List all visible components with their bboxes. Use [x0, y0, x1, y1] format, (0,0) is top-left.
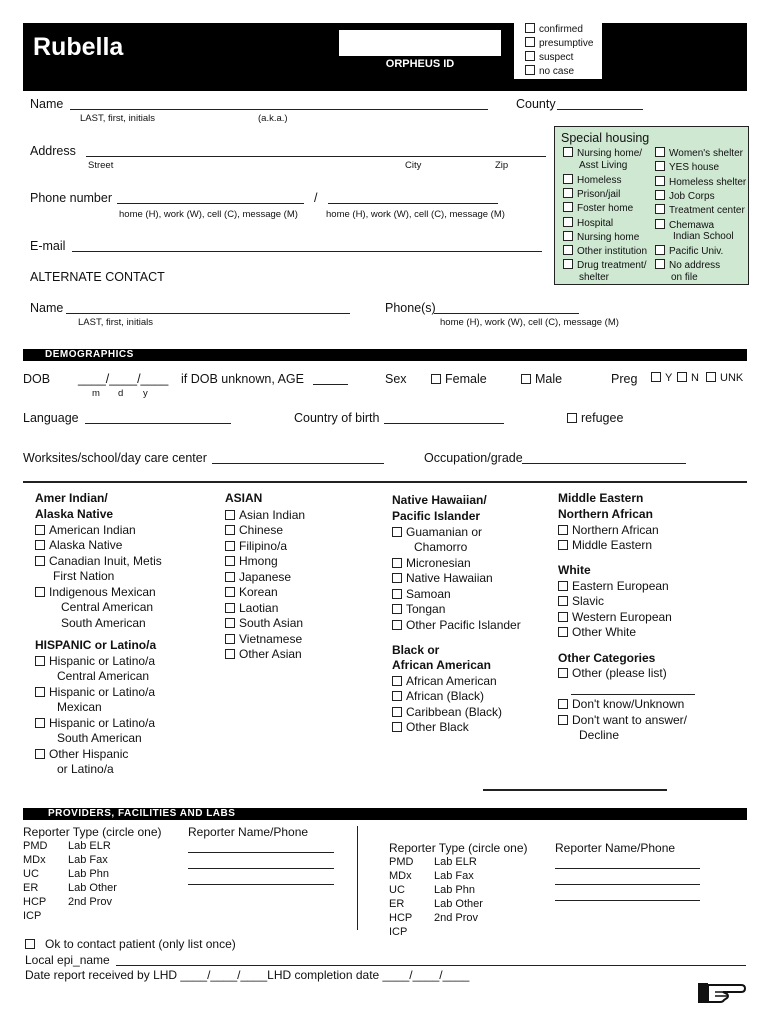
race-eastern-european[interactable]: Eastern European — [558, 579, 669, 594]
country-field[interactable] — [384, 423, 504, 424]
other-list-field[interactable] — [571, 694, 695, 695]
housing-drug-treatment[interactable]: Drug treatment/ — [563, 259, 646, 272]
race-african-black[interactable]: African (Black) — [392, 689, 484, 704]
type-2nd-prov-1[interactable]: 2nd Prov — [68, 896, 113, 908]
race-indigenous-mexican[interactable]: Indigenous Mexican — [35, 585, 156, 600]
housing-prison[interactable]: Prison/jail — [563, 188, 620, 201]
type-pmd-1[interactable]: PMD — [23, 840, 48, 852]
race-middle-eastern[interactable]: Middle Eastern — [558, 538, 652, 553]
race-indigenous-central-american: Central American — [61, 600, 154, 614]
type-2nd-prov-2[interactable]: 2nd Prov — [434, 912, 479, 924]
age-label: if DOB unknown, AGE — [181, 372, 304, 386]
type-er-1[interactable]: ER — [23, 882, 39, 894]
form-title: Rubella — [33, 33, 124, 61]
amer-indian-head: Amer Indian/ — [35, 491, 108, 505]
alt-phone-sub: home (H), work (W), cell (C), message (M) — [440, 317, 619, 328]
race-northern-african[interactable]: Northern African — [558, 523, 659, 538]
preg-y[interactable]: Y — [651, 372, 672, 384]
street-sub: Street — [88, 160, 114, 171]
race-chinese[interactable]: Chinese — [225, 523, 283, 538]
dob-d: d — [118, 388, 124, 399]
type-hcp-2[interactable]: HCP — [389, 912, 413, 924]
reporter-name-field-2b[interactable] — [555, 884, 700, 885]
preg-label: Preg — [611, 372, 638, 386]
type-er-2[interactable]: ER — [389, 898, 405, 910]
housing-job-corps[interactable]: Job Corps — [655, 190, 715, 203]
middle-eastern-head: Middle Eastern — [558, 491, 644, 505]
providers-bar — [23, 808, 747, 820]
address-field[interactable] — [86, 156, 546, 157]
race-african-american[interactable]: African American — [392, 674, 497, 689]
special-housing-title: Special housing — [561, 131, 650, 145]
pointing-hand-icon — [697, 980, 747, 1006]
race-hispanic-south[interactable]: Hispanic or Latino/a — [35, 716, 155, 731]
housing-chemawa[interactable]: Chemawa — [655, 219, 714, 232]
address-label: Address — [30, 144, 76, 158]
type-lab-other-2[interactable]: Lab Other — [434, 898, 483, 910]
race-vietnamese[interactable]: Vietnamese — [225, 632, 302, 647]
reporter-name-field-1b[interactable] — [188, 868, 334, 869]
providers-divider — [357, 826, 358, 930]
preg-unk[interactable]: UNK — [706, 372, 743, 384]
race-hispanic-south-cont: South American — [57, 731, 142, 745]
type-pmd-2[interactable]: PMD — [389, 856, 414, 868]
ok-contact-checkbox[interactable]: Ok to contact patient (only list once) — [25, 937, 236, 951]
sex-male[interactable]: Male — [521, 372, 562, 386]
race-hmong[interactable]: Hmong — [225, 554, 278, 569]
local-epi-label: Local epi_name — [25, 953, 110, 967]
type-lab-other-1[interactable]: Lab Other — [68, 882, 117, 894]
race-hispanic-mexican-cont: Mexican — [57, 700, 102, 714]
type-uc-1[interactable]: UC — [23, 868, 39, 880]
preg-n[interactable]: N — [677, 372, 699, 384]
refugee-checkbox[interactable]: refugee — [567, 411, 623, 425]
other-categories-head: Other Categories — [558, 651, 656, 665]
country-label: Country of birth — [294, 411, 380, 425]
dob-m: m — [92, 388, 100, 399]
race-tongan[interactable]: Tongan — [392, 602, 445, 617]
county-field[interactable] — [557, 109, 643, 110]
local-epi-field[interactable] — [116, 965, 746, 966]
race-micronesian[interactable]: Micronesian — [392, 556, 471, 571]
reporter-type-label-1: Reporter Type (circle one) — [23, 825, 162, 839]
checkbox-icon[interactable] — [525, 23, 535, 33]
phone-field-2[interactable] — [328, 203, 498, 204]
type-lab-fax-1[interactable]: Lab Fax — [68, 854, 108, 866]
type-lab-phn-1[interactable]: Lab Phn — [68, 868, 109, 880]
providers-heading: PROVIDERS, FACILITIES AND LABS — [48, 808, 236, 819]
black-head: Black or — [392, 643, 440, 657]
name-sub: LAST, first, initials — [80, 113, 155, 124]
race-other-pacific[interactable]: Other Pacific Islander — [392, 618, 521, 633]
race-divider — [23, 481, 747, 483]
reporter-name-field-2a[interactable] — [555, 868, 700, 869]
sex-label: Sex — [385, 372, 407, 386]
email-label: E-mail — [30, 239, 66, 253]
reporter-type-label-2: Reporter Type (circle one) — [389, 841, 528, 855]
dob-field[interactable]: ____/____/____ — [78, 372, 169, 386]
housing-yes-house[interactable]: YES house — [655, 161, 719, 174]
case-status-suspect[interactable]: suspect — [525, 51, 573, 63]
race-american-indian[interactable]: American Indian — [35, 523, 136, 538]
housing-pacific-univ[interactable]: Pacific Univ. — [655, 245, 723, 258]
checkbox-icon[interactable] — [525, 37, 535, 47]
reporter-name-field-2c[interactable] — [555, 900, 700, 901]
reporter-name-label-2: Reporter Name/Phone — [555, 841, 676, 855]
type-lab-fax-2[interactable]: Lab Fax — [434, 870, 474, 882]
race-indigenous-south-american: South American — [61, 616, 146, 630]
name-field[interactable] — [70, 109, 488, 110]
sex-female[interactable]: Female — [431, 372, 487, 386]
type-icp-1[interactable]: ICP — [23, 910, 42, 922]
type-hcp-1[interactable]: HCP — [23, 896, 47, 908]
occupation-label: Occupation/grade — [424, 451, 523, 465]
special-housing-box — [554, 126, 749, 285]
alt-phone-field[interactable] — [434, 313, 579, 314]
race-caribbean-black[interactable]: Caribbean (Black) — [392, 705, 502, 720]
name-label: Name — [30, 97, 64, 111]
city-sub: City — [405, 160, 422, 171]
alt-name-field[interactable] — [66, 313, 350, 314]
race-hispanic-central-cont: Central American — [57, 669, 150, 683]
alternate-contact-heading: ALTERNATE CONTACT — [30, 270, 165, 284]
pacific-head-2: Pacific Islander — [392, 509, 481, 523]
race-other-asian[interactable]: Other Asian — [225, 647, 302, 662]
housing-no-address-cont: on file — [671, 272, 698, 283]
amer-indian-head-2: Alaska Native — [35, 507, 114, 521]
housing-hospital[interactable]: Hospital — [563, 217, 613, 230]
middle-eastern-head-2: Northern African — [558, 507, 653, 521]
housing-homeless-shelter[interactable]: Homeless shelter — [655, 176, 746, 189]
reporter-name-field-1c[interactable] — [188, 884, 334, 885]
race-alaska-native[interactable]: Alaska Native — [35, 538, 122, 553]
reporter-name-label-1: Reporter Name/Phone — [188, 825, 309, 839]
phone-separator: / — [314, 191, 318, 205]
race-dont-want-answer[interactable]: Don't want to answer/ — [558, 713, 687, 728]
race-other-white[interactable]: Other White — [558, 625, 636, 640]
date-report-line[interactable]: Date report received by LHD ____/____/____LHD completion date ____/____/____ — [25, 968, 470, 982]
race-other-black[interactable]: Other Black — [392, 720, 469, 735]
race-chamorro: Chamorro — [414, 540, 468, 554]
checkbox-icon[interactable] — [525, 51, 535, 61]
dob-y: y — [143, 388, 148, 399]
phone-label: Phone number — [30, 191, 113, 205]
demographics-bar — [23, 349, 747, 361]
phone-sub-1: home (H), work (W), cell (C), message (M) — [119, 209, 298, 220]
email-field[interactable] — [72, 251, 542, 252]
race-other-hispanic-cont: or Latino/a — [57, 762, 114, 776]
occupation-field[interactable] — [522, 463, 686, 464]
race-signature-line — [483, 789, 667, 791]
race-dont-know[interactable]: Don't know/Unknown — [558, 697, 684, 712]
orpheus-id-label: ORPHEUS ID — [385, 58, 455, 70]
demographics-heading: DEMOGRAPHICS — [45, 349, 134, 360]
aka-sub: (a.k.a.) — [258, 113, 288, 124]
reporter-name-field-1a[interactable] — [188, 852, 334, 853]
alt-phone-label: Phone(s) — [385, 301, 436, 315]
race-korean[interactable]: Korean — [225, 585, 278, 600]
race-japanese[interactable]: Japanese — [225, 570, 291, 585]
case-status-presumptive[interactable]: presumptive — [525, 37, 593, 49]
race-samoan[interactable]: Samoan — [392, 587, 451, 602]
housing-no-address[interactable]: No address — [655, 259, 720, 272]
race-decline: Decline — [579, 728, 620, 742]
alt-name-label: Name — [30, 301, 64, 315]
housing-homeless[interactable]: Homeless — [563, 174, 621, 187]
race-canadian-inuit[interactable]: Canadian Inuit, Metis — [35, 554, 162, 569]
race-asian-indian[interactable]: Asian Indian — [225, 508, 305, 523]
race-hispanic-central[interactable]: Hispanic or Latino/a — [35, 654, 155, 669]
race-guamanian[interactable]: Guamanian or — [392, 525, 482, 540]
housing-foster-home[interactable]: Foster home — [563, 202, 633, 215]
case-status-no-case[interactable]: no case — [525, 65, 574, 77]
phone-field-1[interactable] — [117, 203, 304, 204]
language-field[interactable] — [85, 423, 231, 424]
race-other-list[interactable]: Other (please list) — [558, 666, 667, 681]
asian-head: ASIAN — [225, 491, 263, 505]
pacific-head: Native Hawaiian/ — [392, 493, 487, 507]
race-other-hispanic[interactable]: Other Hispanic — [35, 747, 128, 762]
language-label: Language — [23, 411, 79, 425]
county-label: County — [516, 97, 556, 111]
age-field[interactable] — [313, 384, 348, 385]
housing-womens-shelter[interactable]: Women's shelter — [655, 147, 743, 160]
type-lab-phn-2[interactable]: Lab Phn — [434, 884, 475, 896]
race-filipino[interactable]: Filipino/a — [225, 539, 287, 554]
type-uc-2[interactable]: UC — [389, 884, 405, 896]
worksites-field[interactable] — [212, 463, 384, 464]
housing-nursing-home[interactable]: Nursing home/ — [563, 147, 642, 160]
race-hispanic-mexican[interactable]: Hispanic or Latino/a — [35, 685, 155, 700]
type-icp-2[interactable]: ICP — [389, 926, 408, 938]
black-head-2: African American — [392, 658, 491, 672]
housing-treatment-center[interactable]: Treatment center — [655, 204, 745, 217]
race-first-nation: First Nation — [53, 569, 115, 583]
housing-chemawa-cont: Indian School — [673, 231, 734, 242]
race-laotian[interactable]: Laotian — [225, 601, 278, 616]
white-head: White — [558, 563, 591, 577]
worksites-label: Worksites/school/day care center — [23, 451, 207, 465]
housing-nursing-home-2[interactable]: Nursing home — [563, 231, 639, 244]
checkbox-icon[interactable] — [525, 65, 535, 75]
race-native-hawaiian[interactable]: Native Hawaiian — [392, 571, 493, 586]
orpheus-id-field[interactable] — [339, 30, 501, 56]
housing-drug-treatment-cont: shelter — [579, 272, 610, 283]
dob-label: DOB — [23, 372, 51, 386]
housing-other-institution[interactable]: Other institution — [563, 245, 647, 258]
race-south-asian[interactable]: South Asian — [225, 616, 303, 631]
alt-name-sub: LAST, first, initials — [78, 317, 153, 328]
type-mdx-1[interactable]: MDx — [23, 854, 46, 866]
type-lab-elr-1[interactable]: Lab ELR — [68, 840, 111, 852]
type-lab-elr-2[interactable]: Lab ELR — [434, 856, 477, 868]
type-mdx-2[interactable]: MDx — [389, 870, 412, 882]
zip-sub: Zip — [495, 160, 509, 171]
race-slavic[interactable]: Slavic — [558, 594, 604, 609]
case-status-confirmed[interactable]: confirmed — [525, 23, 583, 35]
race-western-european[interactable]: Western European — [558, 610, 672, 625]
phone-sub-2: home (H), work (W), cell (C), message (M) — [326, 209, 505, 220]
hispanic-head: HISPANIC or Latino/a — [35, 638, 157, 652]
housing-nursing-home-cont: Asst Living — [579, 160, 628, 171]
